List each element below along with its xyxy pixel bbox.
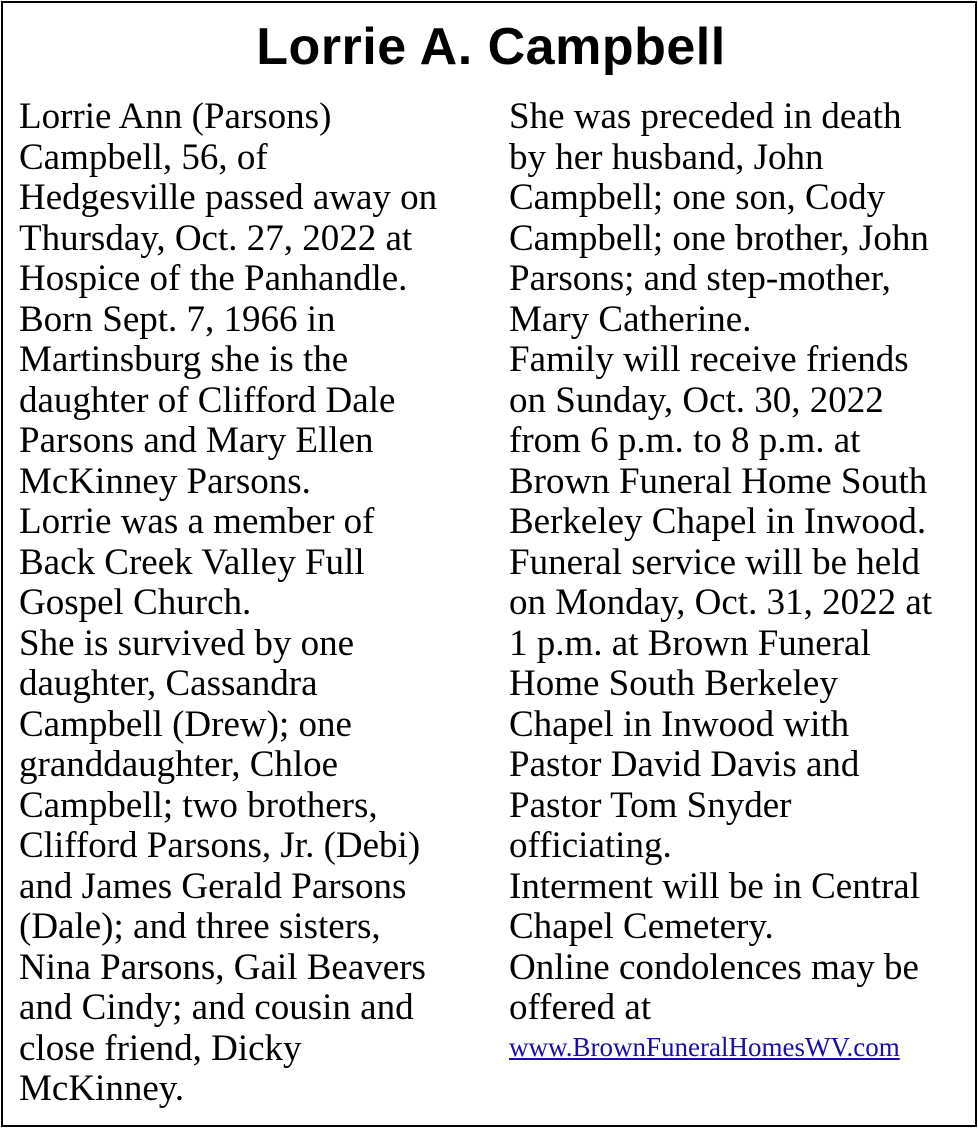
- body-line: Campbell, 56, of: [19, 136, 268, 178]
- body-line: Nina Parsons, Gail Beavers: [19, 946, 426, 988]
- body-line: granddaughter, Chloe: [19, 744, 339, 785]
- body-line: daughter of Clifford Dale: [19, 379, 396, 421]
- body-line: Campbell; one son, Cody: [509, 177, 886, 218]
- body-line: Hospice of the Panhandle.: [19, 258, 408, 299]
- body-line: She was preceded in death: [509, 96, 902, 137]
- body-line: Martinsburg she is the: [19, 339, 349, 380]
- funeral-home-website-link[interactable]: www.BrownFuneralHomesWV.com: [509, 1031, 900, 1062]
- body-line: Chapel in Inwood with: [509, 703, 850, 745]
- body-line: Back Creek Valley Full: [19, 541, 365, 583]
- body-line: Pastor David Davis and: [509, 744, 860, 785]
- body-line: McKinney Parsons.: [19, 460, 311, 502]
- body-line: by her husband, John: [509, 136, 824, 178]
- body-line: Gospel Church.: [19, 582, 252, 623]
- body-line: Thursday, Oct. 27, 2022 at: [19, 217, 413, 259]
- right-column: [509, 97, 971, 1065]
- body-line: daughter, Cassandra: [19, 663, 318, 704]
- body-line: Campbell; two brothers,: [19, 784, 378, 826]
- obituary-title: Lorrie A. Campbell: [256, 18, 726, 76]
- body-line: Born Sept. 7, 1966 in: [19, 298, 336, 340]
- body-line: Clifford Parsons, Jr. (Debi): [19, 825, 421, 866]
- body-line: Hedgesville passed away on: [19, 177, 438, 218]
- obituary-frame: [1, 1, 977, 1127]
- body-line: Parsons and Mary Ellen: [19, 420, 374, 461]
- body-line: 1 p.m. at Brown Funeral: [509, 622, 871, 664]
- body-line: She is survived by one: [19, 622, 355, 664]
- body-line: from 6 p.m. to 8 p.m. at: [509, 420, 861, 461]
- body-line: offered at: [509, 987, 652, 1028]
- body-line: Parsons; and step-mother,: [509, 258, 891, 299]
- body-line: Chapel Cemetery.: [509, 906, 774, 947]
- body-line: Lorrie was a member of: [19, 501, 375, 542]
- body-line: and Cindy; and cousin and: [19, 987, 414, 1028]
- body-line: Funeral service will be held: [509, 541, 920, 583]
- body-line: McKinney.: [19, 1068, 185, 1109]
- body-line: on Sunday, Oct. 30, 2022: [509, 379, 884, 421]
- body-line: officiating.: [509, 825, 672, 866]
- body-line: Lorrie Ann (Parsons): [19, 96, 332, 137]
- left-column: [19, 97, 489, 1110]
- body-line: Berkeley Chapel in Inwood.: [509, 501, 927, 542]
- body-line: Interment will be in Central: [509, 865, 920, 907]
- body-line: Online condolences may be: [509, 946, 919, 988]
- body-line: Campbell; one brother, John: [509, 217, 929, 259]
- body-line: Campbell (Drew); one: [19, 703, 352, 745]
- body-line: and James Gerald Parsons: [19, 865, 407, 907]
- body-line: Home South Berkeley: [509, 663, 838, 704]
- body-line: close friend, Dicky: [19, 1027, 302, 1069]
- body-line: Brown Funeral Home South: [509, 460, 928, 502]
- body-line: Family will receive friends: [509, 339, 909, 380]
- body-line: Mary Catherine.: [509, 298, 752, 340]
- body-line: (Dale); and three sisters,: [19, 906, 381, 947]
- body-line: on Monday, Oct. 31, 2022 at: [509, 582, 933, 623]
- body-line: Pastor Tom Snyder: [509, 784, 792, 826]
